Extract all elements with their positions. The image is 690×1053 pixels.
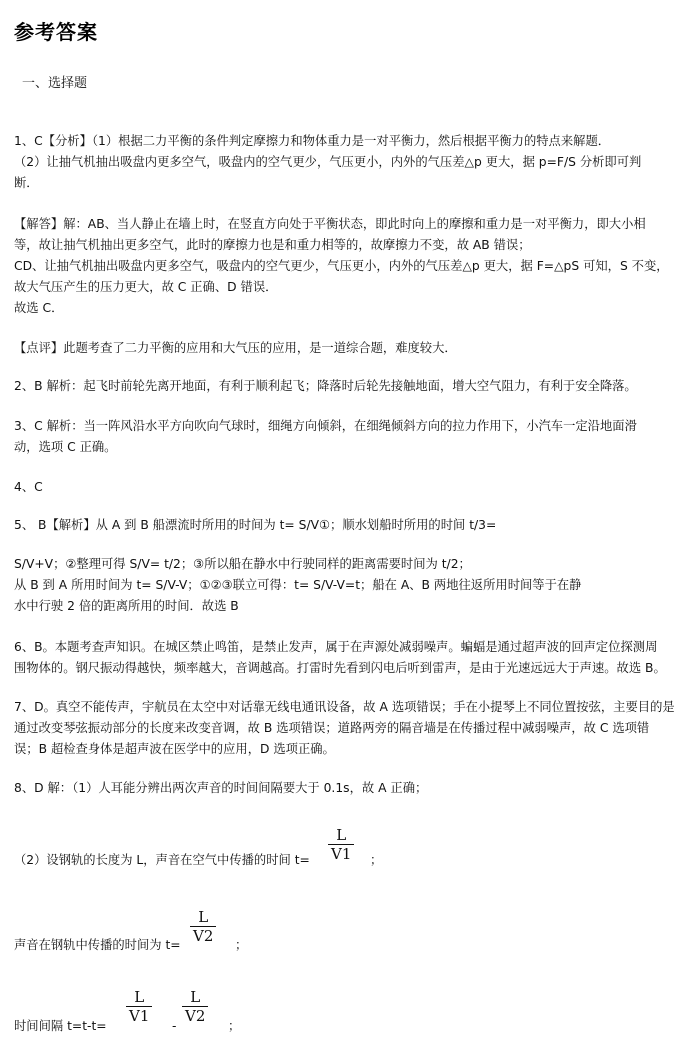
q8-fraction-l-over-v2 [182,988,208,1025]
q8-rail-time-text: 声音在钢轨中传播的时间为 t= [14,938,181,952]
q8-answer-line1: 8、D 解：（1）人耳能分辨出两次声音的时间间隔要大于 0.1s，故 A 正确； [14,781,428,795]
q8-semicolon: ； [235,938,248,952]
q4-answer: 4、C [14,480,43,494]
q1-comment: 【点评】此题考查了二力平衡的应用和大气压的应用，是一道综合题，难度较大． [14,341,457,355]
q5-answer-line2: S/V+V；②整理可得 S/V= t/2；③所以船在静水中行驶同样的距离需要时间为 t/2； [14,557,471,571]
q6-answer-line1: 6、B。本题考查声知识。在城区禁止鸣笛，是禁止发声，属于在声源处减弱噪声。蝙蝠是通过超声波的回声定位探测周 [14,640,658,654]
q3-answer-line1: 3、C 解析：当一阵风沿水平方向吹向气球时，细绳方向倾斜，在细绳倾斜方向的拉力作用下，小汽车一定沿地面滑 [14,419,637,433]
fraction-numerator: L [190,988,201,1006]
section-heading: 一、选择题 [22,76,88,91]
fraction-numerator: L [198,908,209,926]
q8-fraction-l-over-v1 [328,826,354,863]
q8-interval-text: 时间间隔 t=t-t= [14,1019,107,1033]
fraction-numerator: L [134,988,145,1006]
q1-answer-line4: 故大气压产生的压力更大，故 C 正确、D 错误． [14,280,278,294]
q5-answer-line3: 从 B 到 A 所用时间为 t= S/V-V；①②③联立可得：t= S/V-V=t；船在 A、B 两地往返所用时间等于在静 [14,578,582,592]
q8-fraction-l-over-v1 [126,988,152,1025]
fraction-denominator: V2 [182,1006,208,1025]
q8-fraction-l-over-v2 [190,908,216,945]
q1-answer-line2: 等，故让抽气机抽出更多空气，此时的摩擦力也是和重力相等的，故摩擦力不变，故 AB 错误； [14,238,531,252]
q1-analysis-line3: 断． [14,176,39,190]
q1-analysis-line1: 1、C【分析】（1）根据二力平衡的条件判定摩擦力和物体重力是一对平衡力，然后根据平衡力的特点来解题． [14,134,611,148]
q7-answer-line3: 误；B 超检查身体是超声波在医学中的应用，D 选项正确。 [14,742,335,756]
q1-analysis-line2: （2）让抽气机抽出吸盘内更多空气，吸盘内的空气更少，气压更小，内外的气压差△p 更大，据 p=F/S 分析即可判 [14,155,642,169]
q7-answer-line1: 7、D。真空不能传声，宇航员在太空中对话靠无线电通讯设备，故 A 选项错误；手在小提琴上不同位置按弦，主要目的是 [14,700,675,714]
q1-answer-line3: CD、让抽气机抽出吸盘内更多空气，吸盘内的空气更少，气压更小，内外的气压差△p 更大，据 F=△pS 可知，S 不变， [14,259,669,273]
fraction-numerator: L [336,826,347,844]
q3-answer-line2: 动，选项 C 正确。 [14,440,117,454]
q8-semicolon: ； [370,853,383,867]
q8-air-time-text: （2）设钢轨的长度为 L，声音在空气中传播的时间 t= [14,853,310,867]
answer-title: 参考答案 [14,20,98,44]
q2-answer: 2、B 解析：起飞时前轮先离开地面，有利于顺利起飞；降落时后轮先接触地面，增大空气阻力，有利于安全降落。 [14,379,637,393]
q6-answer-line2: 围物体的。钢尺振动得越快，频率越大，音调越高。打雷时先看到闪电后听到雷声，是由于光速远远大于声速。故选 B。 [14,661,666,675]
q5-answer-line1: 5、 B【解析】从 A 到 B 船漂流时所用的时间为 t= S/V①；顺水划船时所用的时间 t/3= [14,518,497,532]
q5-answer-line4: 水中行驶 2 倍的距离所用的时间．故选 B [14,599,239,613]
fraction-denominator: V2 [190,926,216,945]
q8-semicolon: ； [228,1019,241,1033]
q1-answer-line5: 故选 C． [14,301,64,315]
q8-minus-sign: - [172,1019,177,1033]
q1-answer-line1: 【解答】解：AB、当人静止在墙上时，在竖直方向处于平衡状态，即此时向上的摩擦和重力是一对平衡力，即大小相 [14,217,646,231]
q7-answer-line2: 通过改变琴弦振动部分的长度来改变音调，故 B 选项错误；道路两旁的隔音墙是在传播过程中减弱噪声，故 C 选项错 [14,721,650,735]
fraction-denominator: V1 [126,1006,152,1025]
fraction-denominator: V1 [328,844,354,863]
